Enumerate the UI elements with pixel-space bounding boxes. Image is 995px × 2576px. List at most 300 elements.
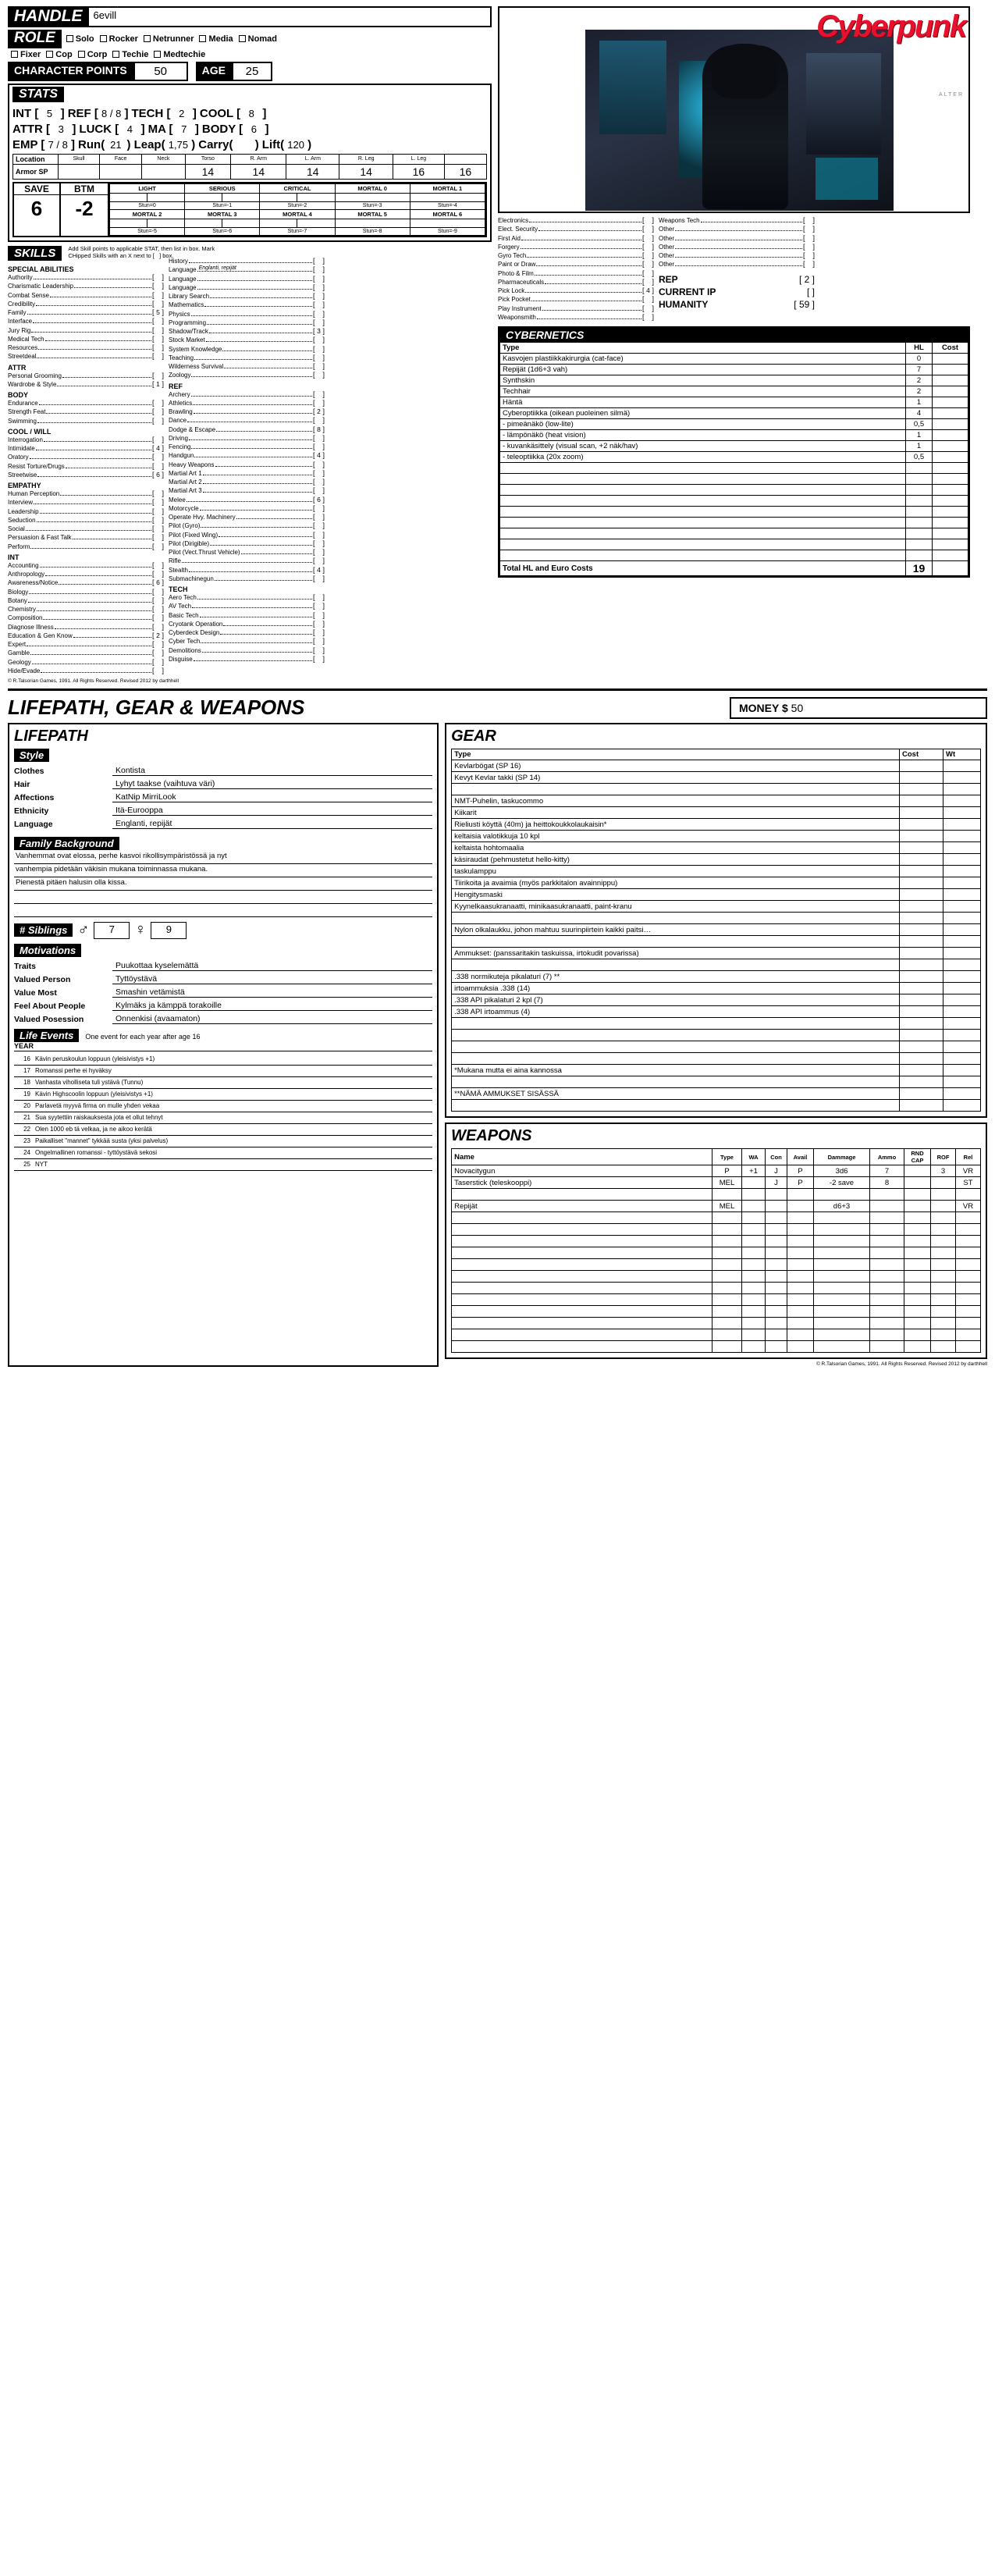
derived-run[interactable]: Run( 21 )	[78, 138, 131, 151]
lifepath-row[interactable]: Hair Lyhyt taakse (vaihtuva väri)	[14, 779, 432, 789]
table-row[interactable]	[452, 1076, 981, 1088]
skill-row[interactable]: Jury Rig [ ]	[8, 326, 164, 334]
lifepath-row[interactable]: Language Englanti, repijät	[14, 819, 432, 829]
skill-row[interactable]: Seduction [ ]	[8, 515, 164, 524]
lifepath-row[interactable]: Clothes Kontista	[14, 766, 432, 776]
role-option-solo[interactable]: Solo	[66, 34, 94, 44]
list-item[interactable]: 20 Parlavetä myyvä firma on mulle yhden vekaa	[14, 1100, 432, 1112]
page-two-copyright: © R.Talsorian Games, 1991. All Rights Reserved. Revised 2012 by darthhell	[816, 1361, 987, 1367]
skill-row[interactable]: Composition [ ]	[8, 614, 164, 622]
skill-row[interactable]: Submachinegun [ ]	[169, 574, 325, 582]
skill-row[interactable]: Rifle [ ]	[169, 557, 325, 565]
skill-row[interactable]: Fencing [ ]	[169, 443, 325, 450]
skill-row[interactable]: Demolitions [ ]	[169, 646, 325, 654]
rep-row[interactable]: REP [ 2 ]	[659, 273, 815, 285]
table-row[interactable]: taskulamppu	[452, 866, 981, 877]
skill-row[interactable]: Dodge & Escape [ 8 ]	[169, 425, 325, 433]
table-row[interactable]: **NÄMÄ AMMUKSET SISÄSSÄ	[452, 1088, 981, 1100]
loc-rleg: R. Leg	[339, 155, 393, 165]
armor-sp-5[interactable]: 14	[286, 165, 339, 180]
list-item[interactable]: 17 Romanssi perhe ei hyväksy	[14, 1065, 432, 1076]
skill-row[interactable]: Pick Pocket [ ]	[498, 295, 654, 304]
damage-box-5[interactable]	[260, 194, 297, 202]
skill-row[interactable]: Perform [ ]	[8, 542, 164, 550]
table-row[interactable]	[452, 1236, 981, 1247]
skill-row[interactable]: Diagnose Illness [ ]	[8, 622, 164, 631]
skill-row[interactable]: Weapons Tech [ ]	[659, 216, 815, 224]
table-row[interactable]	[500, 496, 968, 507]
skill-row[interactable]: Streetdeal [ ]	[8, 352, 164, 361]
list-item[interactable]: 25 NYT	[14, 1158, 432, 1170]
skill-row[interactable]: Pick Lock [ 4 ]	[498, 286, 654, 294]
cybernetics-total-hl: 19	[906, 561, 933, 576]
skill-row[interactable]: Archery [ ]	[169, 390, 325, 398]
age-value[interactable]: 25	[232, 62, 272, 81]
table-row[interactable]	[500, 463, 968, 474]
gear-table	[451, 749, 981, 1112]
skill-row[interactable]: Aero Tech [ ]	[169, 593, 325, 601]
gear-col-cost: Cost	[900, 749, 943, 760]
skill-row[interactable]: Language [ ]	[169, 283, 325, 291]
skill-row[interactable]: Wardrobe & Style [ 1 ]	[8, 379, 164, 388]
skill-row[interactable]: Persuasion & Fast Talk [ ]	[8, 533, 164, 542]
skill-row[interactable]: Hide/Evade [ ]	[8, 666, 164, 674]
handle-input[interactable]: 6evill	[89, 6, 492, 27]
weapons-col-wa: WA	[742, 1149, 766, 1165]
skill-row[interactable]: Other [ ]	[659, 260, 815, 269]
damage-box-15[interactable]	[335, 219, 410, 228]
skill-row[interactable]: Gyro Tech [ ]	[498, 251, 654, 259]
skill-row[interactable]: Endurance [ ]	[8, 399, 164, 407]
skill-row[interactable]: Heavy Weapons [ ]	[169, 460, 325, 468]
table-row[interactable]: - lämpönäkö (heat vision) 1	[500, 430, 968, 441]
life-events-note: One event for each year after age 16	[85, 1033, 201, 1041]
siblings-male-value[interactable]: 7	[94, 922, 130, 939]
skill-row[interactable]: Chemistry [ ]	[8, 605, 164, 613]
skill-row[interactable]: Elect. Security [ ]	[498, 225, 654, 233]
damage-box-12[interactable]	[222, 219, 260, 228]
table-row[interactable]: Hengitysmaski	[452, 889, 981, 901]
skill-group-int: INT	[8, 553, 20, 561]
family-line[interactable]	[14, 904, 432, 917]
table-row[interactable]: Repijät (1d6+3 vah) 7	[500, 365, 968, 375]
table-row[interactable]: .338 API irtoammus (4)	[452, 1006, 981, 1018]
table-row[interactable]	[500, 474, 968, 485]
damage-box-2[interactable]	[147, 194, 185, 202]
motivations-subtitle: Motivations	[14, 944, 81, 957]
weapons-col-rndcap: RND CAP	[904, 1149, 931, 1165]
skill-row[interactable]: Gamble [ ]	[8, 649, 164, 657]
table-row[interactable]	[452, 1247, 981, 1259]
table-row[interactable]: Rieliusti köyttä (40m) ja heittokoukkolaukaisin*	[452, 819, 981, 831]
money-currency: $	[781, 701, 788, 714]
skill-row[interactable]: Stealth [ 4 ]	[169, 565, 325, 574]
list-item[interactable]: 21 Sua syytettiin raiskauksesta jota et ollut tehnyt	[14, 1112, 432, 1123]
table-row[interactable]	[452, 1341, 981, 1353]
skills-note: Add Skill points to applicable STAT, then list in box. Mark CHipped Skills with an X next to [ ] box.	[68, 245, 215, 259]
motivation-row[interactable]: Traits Puukottaa kyselemättä	[14, 961, 432, 971]
role-option-fixer[interactable]: Fixer	[11, 50, 41, 59]
table-row[interactable]	[452, 1318, 981, 1329]
skill-row[interactable]: Martial Art 1 [ ]	[169, 468, 325, 477]
skill-row[interactable]: Library Search [ ]	[169, 292, 325, 300]
family-line[interactable]	[14, 891, 432, 904]
cybernetics-table	[499, 342, 968, 576]
stun-4: Stun=-4	[410, 202, 485, 210]
table-row[interactable]	[500, 528, 968, 539]
table-row[interactable]	[452, 1283, 981, 1294]
table-row[interactable]	[452, 784, 981, 795]
stat-tech[interactable]: TECH [ 2 ]	[131, 107, 197, 120]
armor-sp-2[interactable]	[142, 165, 185, 180]
stat-body[interactable]: BODY [ 6 ]	[201, 123, 269, 136]
damage-box-10[interactable]	[147, 219, 185, 228]
table-row[interactable]	[452, 1306, 981, 1318]
money-box[interactable]	[730, 697, 987, 719]
armor-sp-4[interactable]: 14	[231, 165, 286, 180]
skill-row[interactable]: Other [ ]	[659, 225, 815, 233]
table-row[interactable]: Synthskin 2	[500, 375, 968, 386]
table-row[interactable]: Tiirikoita ja avaimia (myös parkkitalon avainnippu)	[452, 877, 981, 889]
skill-row[interactable]: Personal Grooming [ ]	[8, 371, 164, 379]
table-row[interactable]: käsiraudat (pehmustetut hello-kitty)	[452, 854, 981, 866]
family-line[interactable]: Pienestä pitäen halusin olla kissa.	[14, 877, 432, 891]
table-row[interactable]: Ammukset: (panssaritakin taskuissa, irtokudit povarissa)	[452, 948, 981, 959]
table-row[interactable]: Kevlarbögat (SP 16)	[452, 760, 981, 772]
role-option-netrunner[interactable]: Netrunner	[144, 34, 194, 44]
skill-row[interactable]: Stock Market [ ]	[169, 336, 325, 344]
skill-row[interactable]: First Aid [ ]	[498, 233, 654, 242]
skill-row[interactable]: Botany [ ]	[8, 596, 164, 604]
gear-header-row	[452, 749, 981, 760]
life-events-table	[14, 1053, 432, 1171]
skill-row[interactable]: Education & Gen Know [ 2 ]	[8, 631, 164, 639]
skill-row[interactable]: Other [ ]	[659, 242, 815, 251]
list-item[interactable]: 16 Kävin peruskoulun loppuun (yleisivistys +1)	[14, 1053, 432, 1065]
weapons-col-avail: Avail	[787, 1149, 814, 1165]
role-options-second-row	[11, 50, 492, 59]
cybernetics-title: CYBERNETICS	[499, 328, 968, 342]
stats-row-2	[12, 123, 487, 136]
skill-row[interactable]: Play Instrument [ ]	[498, 304, 654, 312]
table-row[interactable]	[452, 1294, 981, 1306]
weapons-col-rel: Rel	[956, 1149, 981, 1165]
role-option-corp[interactable]: Corp	[78, 50, 108, 59]
table-row[interactable]: Häntä 1	[500, 397, 968, 408]
stun-5: Stun=-5	[110, 228, 185, 236]
table-row[interactable]	[500, 539, 968, 550]
damage-boxes-row-2	[110, 219, 485, 228]
page-two-columns	[8, 723, 987, 1367]
skill-row[interactable]: Interview [ ]	[8, 498, 164, 507]
role-option-rocker[interactable]: Rocker	[100, 34, 138, 44]
skill-row[interactable]: Pilot (Vect.Thrust Vehicle) [ ]	[169, 548, 325, 556]
stat-int[interactable]: INT [ 5 ]	[12, 107, 65, 120]
skill-row[interactable]: Medical Tech [ ]	[8, 334, 164, 343]
skill-row[interactable]: Combat Sense [ ]	[8, 290, 164, 299]
stun-1: Stun=-1	[185, 202, 260, 210]
skill-row[interactable]: Brawling [ 2 ]	[169, 407, 325, 415]
skill-group-special: SPECIAL ABILITIES	[8, 265, 74, 273]
lifepath-row[interactable]: Affections KatNip MirriLook	[14, 792, 432, 802]
skill-row[interactable]: Shadow/Track [ 3 ]	[169, 327, 325, 335]
skill-row[interactable]: Social [ ]	[8, 525, 164, 532]
damage-box-11[interactable]	[185, 219, 222, 228]
derived-lift[interactable]: Lift( 120 )	[261, 138, 312, 151]
gear-section	[445, 723, 987, 1118]
motivation-row[interactable]: Valued Person Tyttöystävä	[14, 974, 432, 984]
table-row[interactable]	[500, 518, 968, 528]
table-row[interactable]: Nylon olkalaukku, johon mahtuu suurinpiirtein kaikki paitsi…	[452, 924, 981, 936]
table-row[interactable]: irtoammuksia .338 (14)	[452, 983, 981, 994]
skill-row[interactable]: Pilot (Gyro) [ ]	[169, 521, 325, 530]
stat-emp[interactable]: EMP [ 7 / 8 ]	[12, 138, 76, 151]
skill-row[interactable]: Photo & Film [ ]	[498, 269, 654, 277]
list-item[interactable]: 22 Olen 1000 eb tä velkaa, ja ne aikoo kerätä	[14, 1123, 432, 1135]
armor-sp-7[interactable]: 16	[393, 165, 445, 180]
skill-row[interactable]: Human Perception [ ]	[8, 489, 164, 497]
damage-box-14[interactable]	[297, 219, 335, 228]
list-item[interactable]: 24 Ongelmallinen romanssi - tyttöystävä sekosi	[14, 1147, 432, 1158]
family-line[interactable]: Vanhemmat ovat elossa, perhe kasvoi rikollisympäristössä ja nyt	[14, 851, 432, 864]
skill-row[interactable]: System Knowledge [ ]	[169, 344, 325, 353]
stats-row-3	[12, 138, 487, 151]
table-row[interactable]	[452, 1189, 981, 1201]
skill-row[interactable]: Disguise [ ]	[169, 654, 325, 663]
armor-sp-0[interactable]	[59, 165, 100, 180]
stat-cool[interactable]: COOL [ 8 ]	[199, 107, 267, 120]
derived-carry[interactable]: Carry( )	[198, 138, 259, 151]
table-row[interactable]	[452, 959, 981, 971]
table-row[interactable]	[500, 507, 968, 518]
skill-row[interactable]: Cryotank Operation [ ]	[169, 619, 325, 628]
table-row[interactable]: Kiikarit	[452, 807, 981, 819]
skill-row[interactable]: AV Tech [ ]	[169, 602, 325, 610]
skill-row[interactable]: Leadership [ ]	[8, 507, 164, 515]
skill-column-4	[659, 216, 815, 322]
save-value[interactable]: 6	[30, 197, 43, 220]
role-option-techie[interactable]: Techie	[112, 50, 148, 59]
damage-boxes-row-1	[110, 194, 485, 202]
skill-row[interactable]: Anthropology [ ]	[8, 570, 164, 578]
table-row[interactable]: Kyynelkaasukranaatti, minikaasukranaatti, paint-kranu	[452, 901, 981, 913]
motivation-row[interactable]: Value Most Smashin vetämistä	[14, 987, 432, 998]
skill-row[interactable]: Forgery [ ]	[498, 242, 654, 251]
skill-row[interactable]: Charismatic Leadership [ ]	[8, 282, 164, 290]
lifepath-row[interactable]: Ethnicity Itä-Eurooppa	[14, 806, 432, 816]
skill-row[interactable]: Handgun [ 4 ]	[169, 451, 325, 460]
gear-col-type: Type	[452, 749, 900, 760]
stun-0: Stun=0	[110, 202, 185, 210]
skill-row[interactable]: Athletics [ ]	[169, 398, 325, 407]
skill-row[interactable]: Cyberdeck Design [ ]	[169, 628, 325, 636]
skill-row[interactable]: Streetwise [ 6 ]	[8, 470, 164, 479]
skill-row[interactable]: Authority [ ]	[8, 273, 164, 281]
damage-box-7[interactable]	[335, 194, 410, 202]
skill-row[interactable]: Interrogation [ ]	[8, 435, 164, 443]
damage-box-9[interactable]	[110, 219, 147, 228]
damage-box-4[interactable]	[222, 194, 260, 202]
humanity-row[interactable]: HUMANITY [ 59 ]	[659, 298, 815, 310]
armor-sp-3[interactable]: 14	[185, 165, 231, 180]
role-option-nomad[interactable]: Nomad	[239, 34, 277, 44]
skill-row-language[interactable]: Language Englanti, repijät [ ]	[169, 265, 325, 274]
skill-row[interactable]: Interface [ ]	[8, 317, 164, 326]
table-row[interactable]: Repijät MEL d6+3 VR	[452, 1201, 981, 1212]
damage-header-row-1	[110, 184, 485, 194]
damage-box-1[interactable]	[110, 194, 147, 202]
armor-sp-6[interactable]: 14	[339, 165, 393, 180]
female-icon: ♀	[134, 921, 147, 938]
skill-row[interactable]: Weaponsmith [ ]	[498, 312, 654, 321]
save-box	[12, 182, 61, 237]
skill-row[interactable]: Language [ ]	[169, 274, 325, 283]
table-row[interactable]	[452, 1259, 981, 1271]
table-row[interactable]	[452, 1018, 981, 1030]
stat-ref[interactable]: REF [ 8 / 8 ]	[67, 107, 129, 120]
skill-row[interactable]: Awareness/Notice [ 6 ]	[8, 578, 164, 587]
skill-row[interactable]: Intimidate [ 4 ]	[8, 444, 164, 452]
armor-sp-label: Armor SP	[13, 165, 59, 180]
current-ip-row[interactable]: CURRENT IP [ ]	[659, 286, 815, 297]
list-item[interactable]: 23 Paikalliset "mannet" tykkää susta (yksi palvelus)	[14, 1135, 432, 1147]
table-row[interactable]: Cyberoptiikka (oikean puoleinen silmä) 4	[500, 408, 968, 419]
skill-row[interactable]: Strength Feat [ ]	[8, 407, 164, 416]
skill-row[interactable]: Pharmaceuticals [ ]	[498, 277, 654, 286]
table-row[interactable]: NMT-Puhelin, taskucommo	[452, 795, 981, 807]
table-row[interactable]: Novacitygun P +1 J P 3d6 7 3 VR	[452, 1165, 981, 1177]
skill-row[interactable]: Basic Tech [ ]	[169, 610, 325, 619]
table-row[interactable]: Techhair 2	[500, 386, 968, 397]
handle-row	[8, 6, 492, 27]
skill-row[interactable]: Paint or Draw [ ]	[498, 260, 654, 269]
character-points-label: CHARACTER POINTS	[8, 62, 133, 81]
role-option-medtechie[interactable]: Medtechie	[154, 50, 205, 59]
language-sub: Englanti, repijät	[198, 265, 236, 272]
derived-leap[interactable]: Leap( 1,75 )	[133, 138, 196, 151]
page-two-title: LIFEPATH, GEAR & WEAPONS	[8, 696, 305, 719]
table-row[interactable]: Kevyt Kevlar takki (SP 14)	[452, 772, 981, 784]
table-row[interactable]: - teleoptiikka (20x zoom) 0,5	[500, 452, 968, 463]
table-row[interactable]: *Mukana mutta ei aina kannossa	[452, 1065, 981, 1076]
skill-row[interactable]: Programming [ ]	[169, 318, 325, 326]
table-row[interactable]	[452, 1030, 981, 1041]
damage-box-3[interactable]	[185, 194, 222, 202]
table-row[interactable]	[452, 1224, 981, 1236]
table-row[interactable]: keltaisia valotikkuja 10 kpl	[452, 831, 981, 842]
table-row[interactable]: - pimeänäkö (low-lite) 0,5	[500, 419, 968, 430]
skill-row[interactable]: Family [ 5 ]	[8, 308, 164, 316]
role-option-media[interactable]: Media	[199, 34, 233, 44]
skill-row[interactable]: Credibility [ ]	[8, 299, 164, 308]
armor-sp-8[interactable]: 16	[444, 165, 486, 180]
damage-box-8[interactable]	[410, 194, 485, 202]
table-row[interactable]	[452, 913, 981, 924]
role-option-cop[interactable]: Cop	[46, 50, 72, 59]
skill-row[interactable]: Biology [ ]	[8, 587, 164, 596]
skill-row[interactable]: Accounting [ ]	[8, 560, 164, 569]
stat-luck[interactable]: LUCK [ 4 ]	[79, 123, 145, 136]
cybernetics-block	[498, 326, 970, 578]
skill-row[interactable]: Other [ ]	[659, 233, 815, 242]
table-row[interactable]	[452, 1329, 981, 1341]
skill-row[interactable]: Physics [ ]	[169, 309, 325, 318]
skill-row[interactable]: Cyber Tech [ ]	[169, 637, 325, 646]
stat-attr[interactable]: ATTR [ 3 ]	[12, 123, 76, 136]
character-points-value[interactable]: 50	[133, 62, 188, 81]
skill-row[interactable]: History [ ]	[169, 257, 325, 265]
table-row[interactable]: Taserstick (teleskooppi) MEL J P -2 save 8 ST	[452, 1177, 981, 1189]
skill-row[interactable]: Melee [ 6 ]	[169, 495, 325, 503]
table-row[interactable]	[452, 1271, 981, 1283]
skill-row[interactable]: Oratory [ ]	[8, 453, 164, 461]
motivation-row[interactable]: Feel About People Kylmäks ja kämppä torakoille	[14, 1001, 432, 1011]
skill-row[interactable]: Wilderness Survival [ ]	[169, 362, 325, 370]
damage-box-6[interactable]	[297, 194, 335, 202]
skill-row[interactable]: Martial Art 2 [ ]	[169, 478, 325, 486]
family-line[interactable]: vanhempia pidetään väkisin mukana toiminnassa mukana.	[14, 864, 432, 877]
skill-row[interactable]: Martial Art 3 [ ]	[169, 486, 325, 495]
damage-box-16[interactable]	[410, 219, 485, 228]
skill-row[interactable]: Pilot (Dirigible) [ ]	[169, 539, 325, 547]
family-background-subtitle: Family Background	[14, 837, 119, 850]
table-row[interactable]: - kuvankäsittely (visual scan, +2 näk/hav) 1	[500, 441, 968, 452]
cyber-col-cost: Cost	[933, 343, 968, 354]
skill-row[interactable]: Operate Hvy. Machinery [ ]	[169, 513, 325, 521]
siblings-female-value[interactable]: 9	[151, 922, 187, 939]
table-row[interactable]	[500, 485, 968, 496]
skill-group-attr: ATTR	[8, 363, 27, 372]
skill-row[interactable]: Pilot (Fixed Wing) [ ]	[169, 530, 325, 539]
skill-row[interactable]: Electronics [ ]	[498, 216, 654, 224]
skill-row[interactable]: Other [ ]	[659, 251, 815, 259]
armor-sp-1[interactable]	[100, 165, 142, 180]
skill-row[interactable]: Resources [ ]	[8, 343, 164, 351]
skill-row[interactable]: Mathematics [ ]	[169, 301, 325, 309]
skill-row[interactable]: Motorcycle [ ]	[169, 503, 325, 512]
skill-row[interactable]: Geology [ ]	[8, 657, 164, 666]
skills-columns	[8, 257, 492, 675]
skill-row[interactable]: Driving [ ]	[169, 433, 325, 442]
table-row[interactable]	[452, 1100, 981, 1112]
skill-row[interactable]: Expert [ ]	[8, 640, 164, 648]
table-row[interactable]	[452, 1053, 981, 1065]
motivation-row[interactable]: Valued Posession Onnenkisi (avaamaton)	[14, 1014, 432, 1024]
damage-mortal0: MORTAL 0	[335, 184, 410, 194]
list-item[interactable]: 19 Kävin Highscoolin loppuun (yleisivistys +1)	[14, 1088, 432, 1100]
table-row[interactable]: keltaista hohtomaalia	[452, 842, 981, 854]
btm-value[interactable]: -2	[75, 197, 94, 220]
stat-ma[interactable]: MA [ 7 ]	[147, 123, 199, 136]
character-points-row	[8, 62, 492, 81]
table-row[interactable]	[452, 936, 981, 948]
table-row[interactable]	[452, 1212, 981, 1224]
table-row[interactable]: .338 normikuteja pikalaturi (7) **	[452, 971, 981, 983]
table-row[interactable]	[452, 1041, 981, 1053]
page-one-left-column	[8, 6, 492, 684]
table-row[interactable]: .338 API pikalaturi 2 kpl (7)	[452, 994, 981, 1006]
weapons-col-ammo: Ammo	[870, 1149, 904, 1165]
table-row[interactable]	[500, 550, 968, 561]
skill-row[interactable]: Teaching [ ]	[169, 353, 325, 361]
damage-box-13[interactable]	[260, 219, 297, 228]
list-item[interactable]: 18 Vanhasta viholliseta tuli ystävä (Tunnu)	[14, 1076, 432, 1088]
skill-row[interactable]: Swimming [ ]	[8, 416, 164, 425]
table-row[interactable]: Kasvojen plastiikkakirurgia (cat-face) 0	[500, 354, 968, 365]
skill-row[interactable]: Resist Torture/Drugs [ ]	[8, 461, 164, 470]
skill-row[interactable]: Dance [ ]	[169, 416, 325, 425]
skill-row[interactable]: Zoology [ ]	[169, 371, 325, 379]
